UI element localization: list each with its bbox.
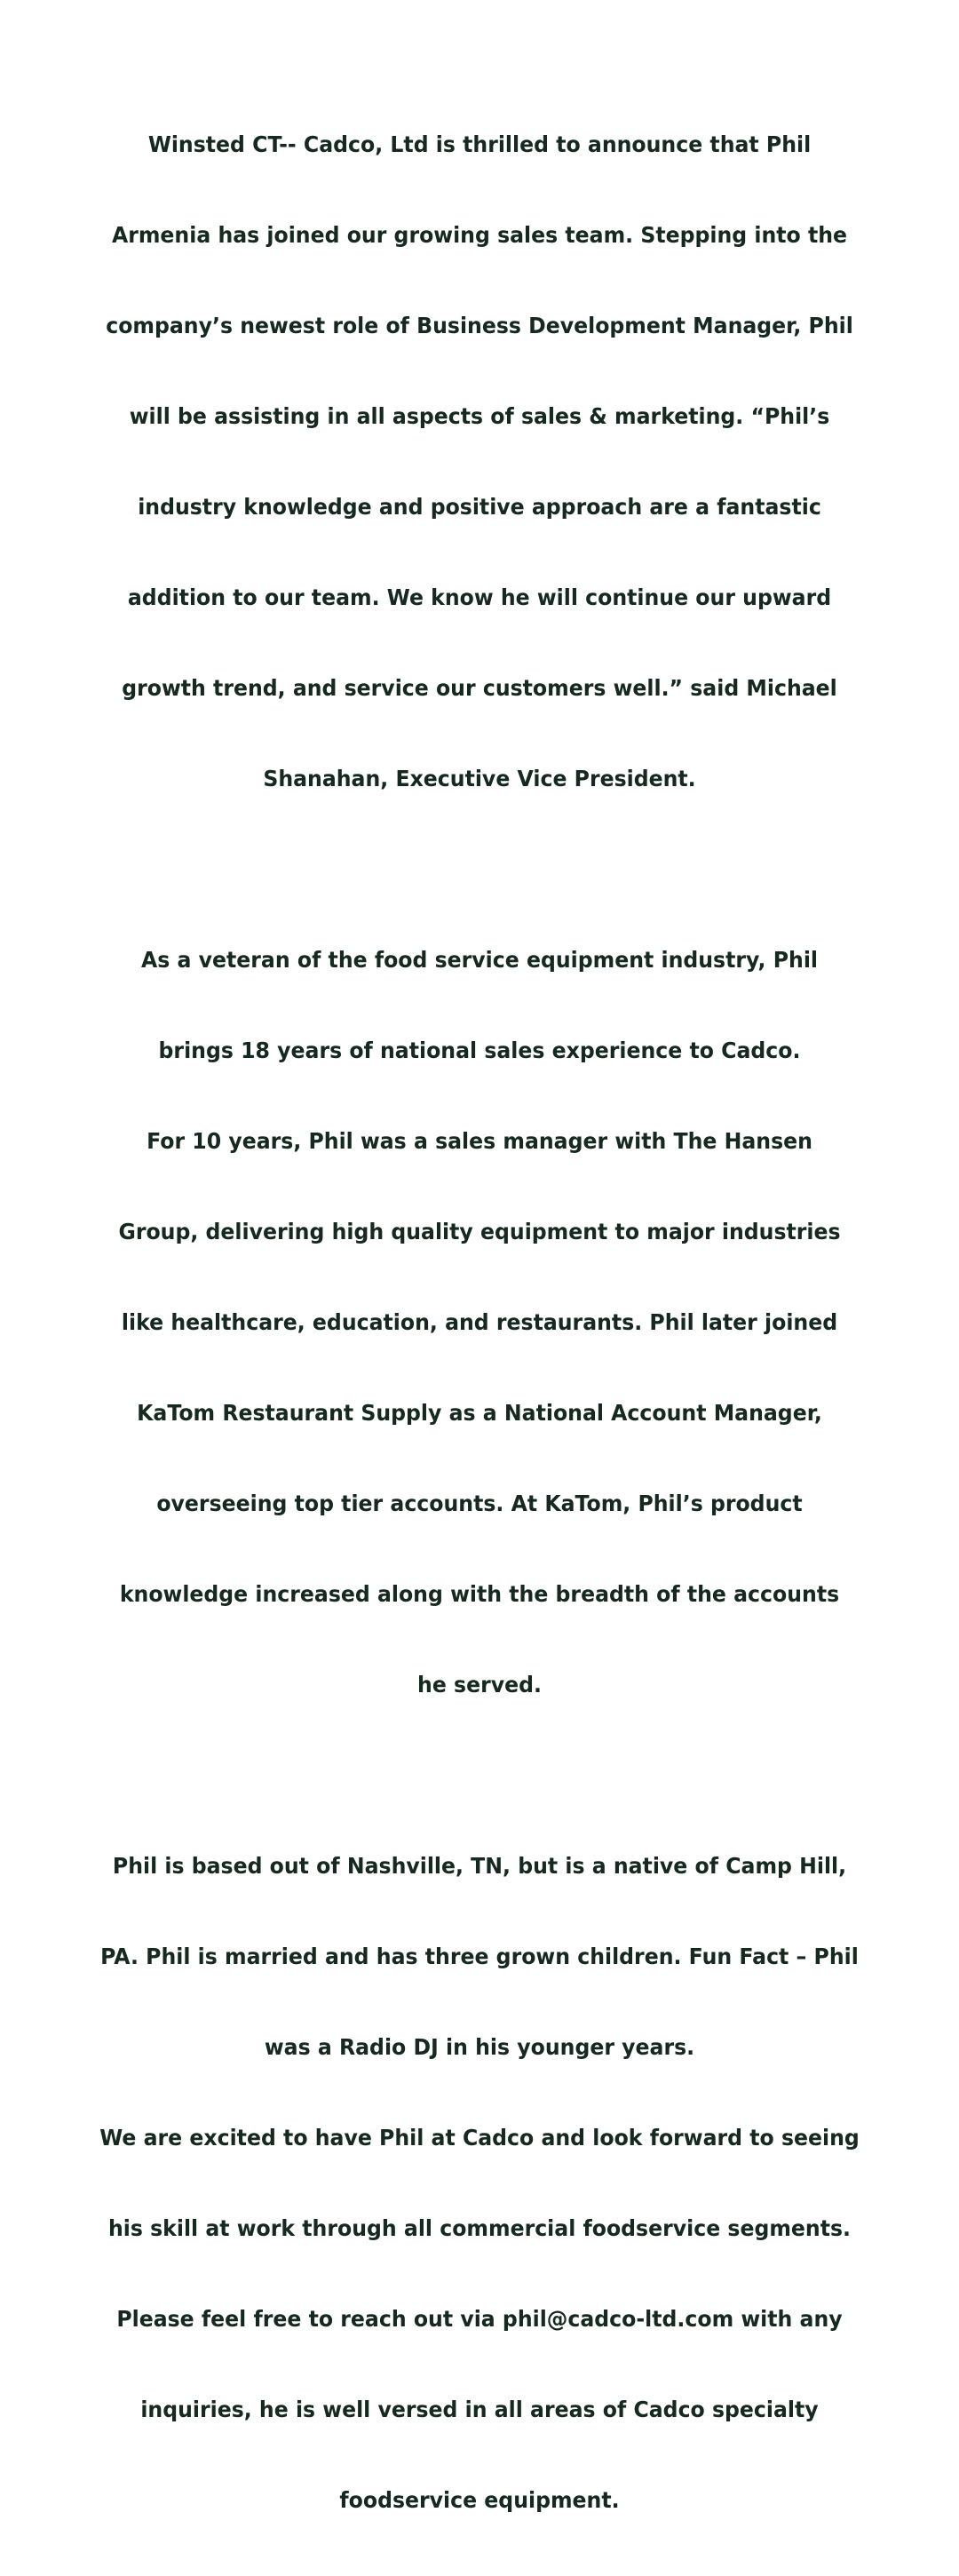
text-line: will be assisting in all aspects of sales & marketing. “Phil’s <box>129 403 830 429</box>
text-line: foodservice equipment. <box>339 2487 620 2513</box>
text-line: he served. <box>417 1672 542 1697</box>
paragraph-background <box>0 885 959 1761</box>
text-line: Phil is based out of Nashville, TN, but is a native of Camp Hill, <box>112 1853 847 1879</box>
text-line: his skill at work through all commercial foodservice segments. <box>107 2215 852 2241</box>
text-line: addition to our team. We know he will continue our upward <box>127 584 832 610</box>
paragraph-announcement <box>0 69 959 855</box>
text-line: industry knowledge and positive approach are a fantastic <box>138 494 821 520</box>
text-line: Shanahan, Executive Vice President. <box>263 766 696 791</box>
text-line: Please feel free to reach out via phil@cadco-ltd.com with any <box>116 2306 843 2332</box>
paragraph-spacer <box>0 855 959 885</box>
text-line: inquiries, he is well versed in all areas of Cadco specialty <box>140 2397 819 2422</box>
text-line: like healthcare, education, and restaurants. Phil later joined <box>121 1309 838 1335</box>
text-line: knowledge increased along with the breadth of the accounts <box>119 1581 840 1607</box>
paragraph-spacer <box>0 1761 959 1791</box>
text-line: growth trend, and service our customers well.” said Michael <box>122 675 837 701</box>
text-line: brings 18 years of national sales experience to Cadco. <box>158 1038 801 1063</box>
announcement-document <box>0 69 959 2576</box>
text-line: Armenia has joined our growing sales team. Stepping into the <box>111 222 848 248</box>
text-line: We are excited to have Phil at Cadco and look forward to seeing <box>99 2125 860 2151</box>
text-line: overseeing top tier accounts. At KaTom, Phil’s product <box>156 1491 803 1516</box>
text-line: Group, delivering high quality equipment to major industries <box>118 1219 841 1244</box>
text-line: Winsted CT-- Cadco, Ltd is thrilled to announce that Phil <box>147 131 812 157</box>
text-line: was a Radio DJ in his younger years. <box>264 2034 695 2060</box>
text-line: company’s newest role of Business Development Manager, Phil <box>106 313 853 338</box>
text-line: PA. Phil is married and has three grown children. Fun Fact – Phil <box>100 1944 859 1969</box>
text-line: KaTom Restaurant Supply as a National Account Manager, <box>137 1400 822 1426</box>
text-line: As a veteran of the food service equipment industry, Phil <box>140 947 819 973</box>
paragraph-personal <box>0 1791 959 2576</box>
text-line: For 10 years, Phil was a sales manager with The Hansen <box>147 1128 812 1154</box>
